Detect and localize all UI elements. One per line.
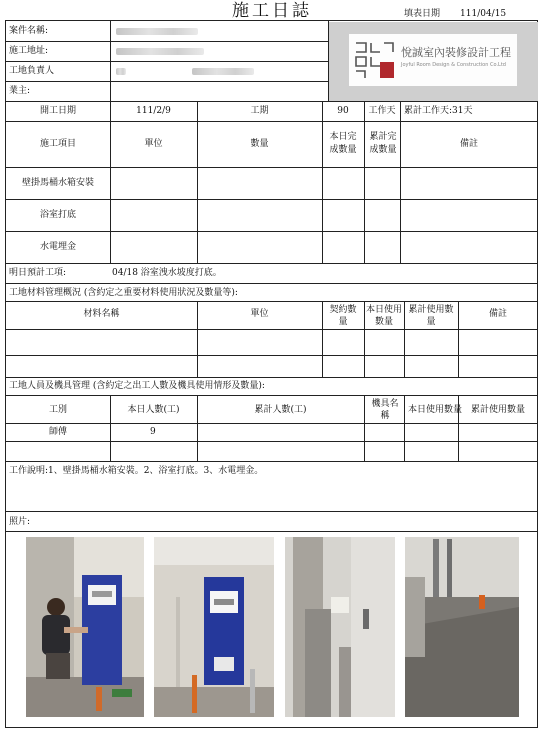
work-header-item: 施工項目	[39, 139, 76, 149]
company-tagline: Joyful Room Design & Construction Co.Ltd	[401, 62, 506, 68]
redacted-manager-name	[116, 68, 126, 75]
period-value: 90	[337, 106, 349, 116]
materials-header-unit: 單位	[250, 309, 269, 319]
fill-date	[404, 6, 506, 19]
owner-label: 業主:	[9, 86, 31, 96]
materials-header-contract-qty: 契約數量	[329, 305, 357, 327]
company-logo-icon	[353, 40, 397, 80]
page-title: 施工日誌	[232, 1, 312, 21]
materials-header-notes: 備註	[488, 309, 507, 319]
materials-header-today-used: 本日使用數量	[366, 305, 403, 327]
period-label: 工期	[250, 106, 269, 116]
work-header-accum-done: 累計完成數量	[369, 132, 397, 155]
work-description: 工作說明:1、壁掛馬桶水箱安裝。2、浴室打底。3、水電埋金。	[9, 466, 264, 476]
work-header-unit: 單位	[144, 139, 163, 149]
work-item-bathroom-base: 浴室打底	[39, 210, 76, 220]
workday-label: 工作天	[368, 106, 396, 116]
fill-date-label: 填表日期	[404, 9, 441, 19]
work-header-quantity: 數量	[250, 139, 269, 149]
personnel-row-type: 師傅	[48, 427, 67, 437]
work-header-notes: 備註	[459, 139, 478, 149]
accumulated-workdays: 累計工作天:31天	[404, 106, 473, 116]
redacted-case-name	[116, 28, 198, 35]
personnel-header-type: 工別	[48, 405, 67, 415]
company-logo	[349, 34, 517, 86]
personnel-row-today: 9	[150, 427, 156, 437]
photo-bathroom-floor	[405, 537, 519, 717]
tomorrow-plan-value: 04/18 浴室洩水坡度打底。	[112, 268, 222, 278]
start-date-value: 111/2/9	[136, 106, 171, 116]
personnel-header-equipment: 機具名稱	[371, 399, 399, 421]
photo-installed-tank-frame	[154, 537, 274, 717]
personnel-header-today: 本日人數(工)	[127, 405, 180, 415]
materials-section-label: 工地材料管理概況 (含約定之重要材料使用狀況及數量等):	[9, 288, 238, 298]
work-item-plumbing: 水電埋金	[39, 242, 76, 252]
site-manager-label: 工地負責人	[9, 66, 55, 76]
personnel-header-accum: 累計人數(工)	[254, 405, 307, 415]
redacted-address	[116, 48, 204, 55]
start-date-label: 開工日期	[39, 106, 76, 116]
photo-cement-base	[285, 537, 395, 717]
tomorrow-plan-label: 明日預計工項:	[9, 268, 67, 278]
redacted-manager-phone	[192, 68, 254, 75]
personnel-header-equip-accum: 累計使用數量	[470, 405, 525, 415]
company-logo-panel	[329, 22, 538, 101]
company-name: 悅誠室內裝修設計工程	[401, 46, 511, 59]
construction-log-sheet	[5, 20, 538, 728]
work-header-today-done: 本日完成數量	[329, 132, 357, 155]
personnel-section-label: 工地人員及機具管理 (含約定之出工人數及機具使用情形及數量):	[9, 381, 265, 391]
photo-worker-installing-tank	[26, 537, 144, 717]
photos-label: 照片:	[9, 517, 31, 527]
materials-header-name: 材料名稱	[83, 309, 120, 319]
address-label: 施工地址:	[9, 46, 49, 56]
work-item-toilet-tank: 壁掛馬桶水箱安裝	[21, 178, 94, 188]
materials-header-accum-used: 累計使用數量	[408, 305, 454, 327]
case-name-label: 案件名稱:	[9, 26, 49, 36]
fill-date-value: 111/04/15	[460, 9, 507, 19]
personnel-header-equip-today: 本日使用數量	[408, 405, 463, 415]
